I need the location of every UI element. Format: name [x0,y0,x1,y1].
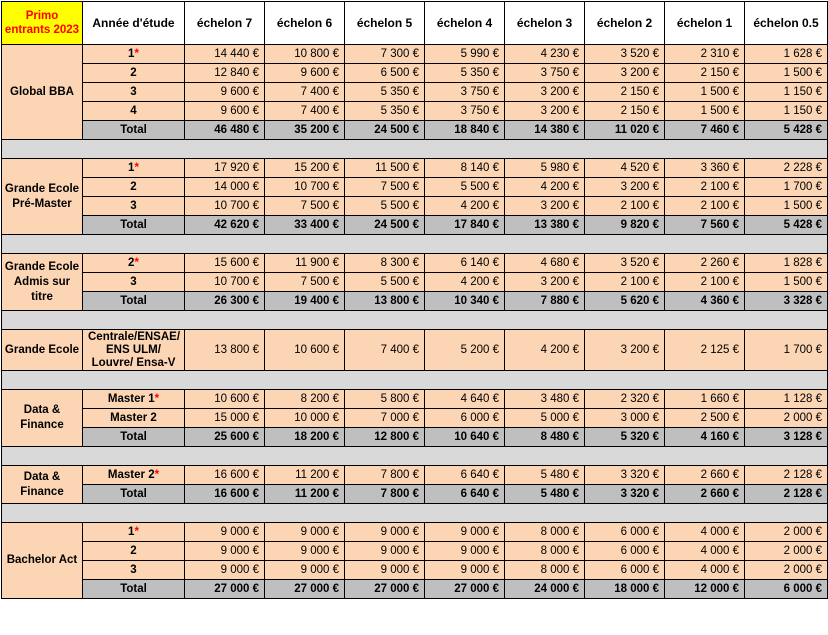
echelon-header: échelon 3 [505,2,585,45]
fee-cell: 4 000 € [665,523,745,542]
total-cell: 2 128 € [745,485,828,504]
fee-cell: 1 700 € [745,330,828,371]
fee-cell: 2 100 € [665,178,745,197]
program-name: Bachelor Act [2,523,83,599]
year-cell [83,178,185,197]
total-cell: 6 640 € [425,485,505,504]
fee-cell: 7 400 € [265,102,345,121]
total-cell: 18 000 € [585,580,665,599]
table-row [2,45,828,64]
fee-cell: 1 500 € [745,273,828,292]
total-cell: 4 160 € [665,428,745,447]
fee-cell: 7 400 € [345,330,425,371]
fee-cell: 8 300 € [345,254,425,273]
total-row [2,428,828,447]
fee-cell: 2 000 € [745,542,828,561]
table-body [2,45,828,599]
fee-cell: 3 200 € [505,83,585,102]
total-cell: 13 380 € [505,216,585,235]
year-cell [83,273,185,292]
fee-cell: 3 000 € [585,409,665,428]
year-cell [83,409,185,428]
total-cell: 10 340 € [425,292,505,311]
fee-cell: 8 000 € [505,523,585,542]
fee-cell: 14 440 € [185,45,265,64]
table-row [2,273,828,292]
fee-cell: 1 700 € [745,178,828,197]
fee-cell: 9 000 € [425,542,505,561]
fee-cell: 3 200 € [585,64,665,83]
year-label: Master 2 [107,468,155,481]
group-separator [2,447,828,466]
total-cell: 8 480 € [505,428,585,447]
fee-cell: 4 520 € [585,159,665,178]
total-label: Total [83,428,185,447]
fee-cell: 9 000 € [345,561,425,580]
total-row [2,216,828,235]
fee-cell: 6 000 € [585,542,665,561]
fee-cell: 4 640 € [425,390,505,409]
year-label: 3 [130,275,137,288]
fee-cell: 2 125 € [665,330,745,371]
fee-cell: 10 700 € [265,178,345,197]
fee-cell: 6 000 € [585,523,665,542]
fee-cell: 3 520 € [585,254,665,273]
total-cell: 35 200 € [265,121,345,140]
total-cell: 4 360 € [665,292,745,311]
fee-cell: 1 500 € [665,102,745,121]
fee-cell: 14 000 € [185,178,265,197]
fee-cell: 7 800 € [345,466,425,485]
total-row [2,580,828,599]
total-cell: 11 020 € [585,121,665,140]
year-cell [83,523,185,542]
fee-cell: 9 600 € [185,102,265,121]
year-label: 2 [130,180,137,193]
fee-cell: 9 000 € [345,523,425,542]
fee-cell: 9 600 € [265,64,345,83]
year-cell [83,390,185,409]
fee-cell: 10 600 € [185,390,265,409]
fee-cell: 3 520 € [585,45,665,64]
fee-cell: 4 200 € [425,273,505,292]
total-cell: 5 480 € [505,485,585,504]
fee-cell: 2 310 € [665,45,745,64]
year-cell [83,102,185,121]
total-cell: 7 460 € [665,121,745,140]
fee-cell: 15 000 € [185,409,265,428]
fee-cell: 1 660 € [665,390,745,409]
total-cell: 27 000 € [345,580,425,599]
table-row [2,102,828,121]
total-cell: 16 600 € [185,485,265,504]
total-cell: 3 320 € [585,485,665,504]
fee-cell: 6 000 € [585,561,665,580]
fee-cell: 3 200 € [505,197,585,216]
fee-cell: 10 800 € [265,45,345,64]
fee-cell: 9 000 € [345,542,425,561]
fee-cell: 4 680 € [505,254,585,273]
total-cell: 17 840 € [425,216,505,235]
fee-cell: 16 600 € [185,466,265,485]
year-cell [83,330,185,371]
total-label: Total [83,216,185,235]
total-cell: 5 428 € [745,216,828,235]
total-cell: 3 328 € [745,292,828,311]
year-label: 3 [130,199,137,212]
total-cell: 25 600 € [185,428,265,447]
fee-cell: 2 150 € [585,83,665,102]
total-cell: 7 800 € [345,485,425,504]
fee-cell: 2 100 € [665,273,745,292]
total-cell: 12 000 € [665,580,745,599]
fee-cell: 17 920 € [185,159,265,178]
fee-cell: 9 000 € [265,561,345,580]
total-cell: 24 500 € [345,216,425,235]
year-label: 3 [130,85,137,98]
fee-cell: 3 200 € [585,330,665,371]
table-row [2,330,828,371]
fee-cell: 1 500 € [745,197,828,216]
year-label: 2 [130,66,137,79]
fee-cell: 1 500 € [665,83,745,102]
table-row [2,561,828,580]
fee-cell: 5 350 € [345,102,425,121]
fee-cell: 3 750 € [425,83,505,102]
fee-cell: 8 200 € [265,390,345,409]
group-separator [2,140,828,159]
program-name: Grande Ecole Pré-Master [2,159,83,235]
fee-cell: 3 480 € [505,390,585,409]
total-cell: 26 300 € [185,292,265,311]
separator-cell [2,140,828,159]
fee-cell: 7 300 € [345,45,425,64]
fee-cell: 3 200 € [505,273,585,292]
group-separator [2,504,828,523]
program-name: Grande Ecole Admis sur titre [2,254,83,311]
total-cell: 18 840 € [425,121,505,140]
year-cell [83,561,185,580]
year-cell [83,254,185,273]
fee-cell: 6 000 € [425,409,505,428]
fee-cell: 4 000 € [665,542,745,561]
tuition-table [1,1,828,599]
fee-cell: 9 000 € [265,523,345,542]
fee-cell: 11 200 € [265,466,345,485]
total-cell: 5 320 € [585,428,665,447]
total-cell: 27 000 € [425,580,505,599]
fee-cell: 2 100 € [665,197,745,216]
fee-cell: 3 750 € [425,102,505,121]
fee-cell: 9 000 € [185,542,265,561]
fee-cell: 2 000 € [745,523,828,542]
echelon-header: échelon 6 [265,2,345,45]
fee-cell: 5 200 € [425,330,505,371]
program-name: Global BBA [2,45,83,140]
year-col-header: Année d'étude [83,2,185,45]
total-cell: 27 000 € [265,580,345,599]
program-name: Data & Finance [2,390,83,447]
fee-cell: 5 500 € [345,273,425,292]
fee-cell: 2 228 € [745,159,828,178]
separator-cell [2,235,828,254]
fee-cell: 10 700 € [185,197,265,216]
echelon-header: échelon 7 [185,2,265,45]
echelon-header: échelon 1 [665,2,745,45]
total-label: Total [83,485,185,504]
asterisk-mark: * [134,161,139,174]
total-cell: 5 620 € [585,292,665,311]
fee-cell: 3 200 € [585,178,665,197]
fee-cell: 2 128 € [745,466,828,485]
fee-cell: 1 128 € [745,390,828,409]
fee-cell: 2 500 € [665,409,745,428]
fee-cell: 5 500 € [425,178,505,197]
total-cell: 5 428 € [745,121,828,140]
fee-cell: 1 150 € [745,83,828,102]
fee-cell: 3 360 € [665,159,745,178]
total-label: Total [83,580,185,599]
fee-cell: 15 200 € [265,159,345,178]
fee-cell: 2 100 € [585,273,665,292]
program-name: Data & Finance [2,466,83,504]
year-label: Master 2 [110,411,157,424]
fee-cell: 1 628 € [745,45,828,64]
fee-cell: 5 980 € [505,159,585,178]
fee-cell: 13 800 € [185,330,265,371]
total-cell: 9 820 € [585,216,665,235]
fee-cell: 9 000 € [425,523,505,542]
fee-cell: 10 600 € [265,330,345,371]
fee-cell: 6 640 € [425,466,505,485]
year-label: 4 [130,104,137,117]
table-row [2,542,828,561]
fee-cell: 2 150 € [665,64,745,83]
year-label: 1 [128,47,135,60]
total-cell: 13 800 € [345,292,425,311]
fee-cell: 8 000 € [505,561,585,580]
fee-cell: 3 320 € [585,466,665,485]
total-cell: 12 800 € [345,428,425,447]
asterisk-mark: * [134,525,139,538]
table-row [2,178,828,197]
year-cell [83,64,185,83]
group-separator [2,371,828,390]
fee-cell: 8 140 € [425,159,505,178]
fee-cell: 12 840 € [185,64,265,83]
year-cell [83,45,185,64]
fee-cell: 1 150 € [745,102,828,121]
fee-cell: 7 400 € [265,83,345,102]
fee-cell: 3 750 € [505,64,585,83]
year-label: Centrale/ENSAE/ ENS ULM/ Louvre/ Ensa-V [88,330,181,369]
program-name: Grande Ecole [2,330,83,371]
asterisk-mark: * [134,256,139,269]
total-label: Total [83,292,185,311]
fee-cell: 7 500 € [345,178,425,197]
total-cell: 46 480 € [185,121,265,140]
total-cell: 24 000 € [505,580,585,599]
total-cell: 10 640 € [425,428,505,447]
echelon-header: échelon 4 [425,2,505,45]
total-cell: 3 128 € [745,428,828,447]
fee-cell: 9 600 € [185,83,265,102]
fee-cell: 1 500 € [745,64,828,83]
table-row [2,390,828,409]
fee-cell: 5 000 € [505,409,585,428]
fee-cell: 4 000 € [665,561,745,580]
fee-cell: 7 500 € [265,273,345,292]
echelon-header: échelon 0.5 [745,2,828,45]
fee-cell: 11 500 € [345,159,425,178]
fee-cell: 9 000 € [265,542,345,561]
primo-header: Primo entrants 2023 [2,2,83,45]
year-label: 2 [130,544,137,557]
fee-cell: 5 350 € [345,83,425,102]
echelon-header: échelon 5 [345,2,425,45]
year-label: 1 [128,161,135,174]
fee-cell: 9 000 € [185,523,265,542]
fee-cell: 10 000 € [265,409,345,428]
fee-cell: 6 500 € [345,64,425,83]
total-row [2,292,828,311]
fee-cell: 6 140 € [425,254,505,273]
asterisk-mark: * [154,468,160,481]
echelon-header: échelon 2 [585,2,665,45]
fee-cell: 15 600 € [185,254,265,273]
table-row [2,254,828,273]
group-separator [2,311,828,330]
year-cell [83,466,185,485]
total-label: Total [83,121,185,140]
fee-cell: 11 900 € [265,254,345,273]
fee-cell: 5 800 € [345,390,425,409]
year-cell [83,83,185,102]
fee-cell: 5 350 € [425,64,505,83]
fee-cell: 4 200 € [505,330,585,371]
asterisk-mark: * [134,47,139,60]
fee-cell: 2 260 € [665,254,745,273]
table-row [2,83,828,102]
table-row [2,466,828,485]
fee-cell: 2 150 € [585,102,665,121]
table-row [2,523,828,542]
year-label: 2 [128,256,135,269]
fee-cell: 4 200 € [505,178,585,197]
year-label: 1 [128,525,135,538]
table-row [2,409,828,428]
fee-cell: 5 480 € [505,466,585,485]
fee-cell: 3 200 € [505,102,585,121]
fee-cell: 2 000 € [745,561,828,580]
fee-cell: 4 200 € [425,197,505,216]
header-row [2,2,828,45]
total-cell: 11 200 € [265,485,345,504]
fee-cell: 5 500 € [345,197,425,216]
separator-cell [2,371,828,390]
fee-cell: 5 990 € [425,45,505,64]
fee-cell: 2 100 € [585,197,665,216]
total-cell: 7 880 € [505,292,585,311]
year-cell [83,542,185,561]
table-row [2,197,828,216]
fee-cell: 9 000 € [425,561,505,580]
separator-cell [2,447,828,466]
total-row [2,121,828,140]
total-cell: 27 000 € [185,580,265,599]
fee-cell: 4 230 € [505,45,585,64]
year-cell [83,197,185,216]
total-cell: 6 000 € [745,580,828,599]
year-cell [83,159,185,178]
table-row [2,64,828,83]
total-cell: 2 660 € [665,485,745,504]
total-cell: 24 500 € [345,121,425,140]
fee-cell: 2 660 € [665,466,745,485]
year-label: 3 [130,563,137,576]
fee-cell: 9 000 € [185,561,265,580]
total-cell: 33 400 € [265,216,345,235]
group-separator [2,235,828,254]
asterisk-mark: * [154,392,160,405]
fee-cell: 10 700 € [185,273,265,292]
total-row [2,485,828,504]
year-label: Master 1 [107,392,155,405]
total-cell: 42 620 € [185,216,265,235]
fee-cell: 2 000 € [745,409,828,428]
total-cell: 18 200 € [265,428,345,447]
separator-cell [2,311,828,330]
fee-cell: 8 000 € [505,542,585,561]
fee-cell: 2 320 € [585,390,665,409]
total-cell: 7 560 € [665,216,745,235]
fee-cell: 1 828 € [745,254,828,273]
table-row [2,159,828,178]
total-cell: 14 380 € [505,121,585,140]
fee-cell: 7 500 € [265,197,345,216]
fee-cell: 7 000 € [345,409,425,428]
separator-cell [2,504,828,523]
total-cell: 19 400 € [265,292,345,311]
